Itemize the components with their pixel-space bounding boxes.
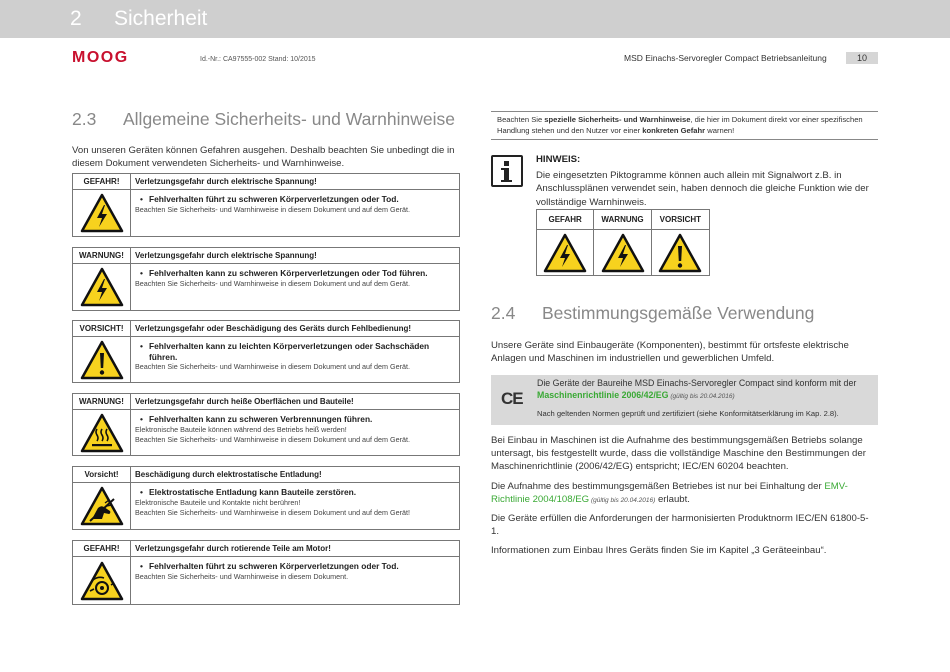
pictogram-label: VORSICHT <box>652 210 709 230</box>
esd-warning-icon <box>73 483 131 529</box>
info-icon <box>491 155 523 187</box>
signal-word: VORSICHT! <box>73 321 131 336</box>
section-number: 2.3 <box>72 109 97 129</box>
manual-title: MSD Einachs-Servoregler Compact Betriebsanleitung <box>624 53 827 63</box>
section-2-3-heading <box>72 109 472 131</box>
warning-note: Elektronische Bauteile und Kontakte nicht berühren! <box>135 497 301 507</box>
chapter-title: Sicherheit <box>114 7 208 30</box>
warning-consequence: • Fehlverhalten kann zu leichten Körperverletzungen oder Sachschäden führen. <box>135 341 455 362</box>
paragraph-text: Die Aufnahme des bestimmungsgemäßen Betriebes ist nur bei Einhaltung der <box>491 481 825 492</box>
warning-note: Beachten Sie Sicherheits- und Warnhinweise in diesem Dokument und auf dem Gerät. <box>135 204 410 214</box>
chapter-number: 2 <box>70 7 82 30</box>
section-number: 2.4 <box>491 303 516 323</box>
warning-box-danger-electric <box>72 173 460 237</box>
warning-title: Verletzungsgefahr durch elektrische Spannung! <box>135 251 317 260</box>
warning-note: Beachten Sie Sicherheits- und Warnhinweise in diesem Dokument. <box>135 571 349 581</box>
signal-word: Vorsicht! <box>73 467 131 482</box>
hot-surface-icon <box>73 410 131 455</box>
pictogram-table <box>536 209 710 276</box>
pictogram-label: GEFAHR <box>537 210 593 230</box>
warning-box-rotating-parts <box>72 540 460 605</box>
signal-word: GEFAHR! <box>73 174 131 189</box>
pictogram-label: WARNUNG <box>594 210 650 230</box>
section-2-3-intro: Von unseren Geräten können Gefahren ausgehen. Deshalb beachten Sie unbedingt die in diesem Dokument verwendeten Sicherheits- und Warnhinweise. <box>72 145 455 170</box>
warning-box-hot-surface <box>72 393 460 456</box>
standard-paragraph: Die Geräte erfüllen die Anforderungen der harmonisierten Produktnorm IEC/EN 61800-5-1. <box>491 513 869 538</box>
moog-logo: MOOG <box>72 49 129 66</box>
warning-consequence: • Fehlverhalten kann zu schweren Verbrennungen führen. <box>135 414 455 425</box>
installation-paragraph: Bei Einbau in Maschinen ist die Aufnahme des bestimmungsgemäßen Betriebs solange untersagt, bis festgestellt wurde, dass die vollständige Maschine den Bestimmungen der Maschinenrichtlinie (2006/42/EG) entspricht; IEC/EN 60204 beachten. <box>491 435 866 473</box>
hinweis-text: Die eingesetzten Piktogramme können auch allein mit Signalwort z.B. in Anschlussplänen verwendet sein, haben dennoch die gleiche Funktion wie der vollständige Warnhinweis. <box>536 170 869 208</box>
general-warning-icon <box>652 230 709 275</box>
chapter-header-bar <box>0 0 950 38</box>
electric-hazard-icon <box>594 230 650 275</box>
ce-text: Die Geräte der Baureihe MSD Einachs-Servoregler Compact sind konform mit der <box>537 378 857 388</box>
warning-note: Beachten Sie Sicherheits- und Warnhinweise in diesem Dokument und auf dem Gerät. <box>135 434 410 444</box>
warning-title: Verletzungsgefahr durch rotierende Teile am Motor! <box>135 544 331 553</box>
ce-conformity-box <box>491 375 878 425</box>
special-warnings-infobox <box>491 111 878 140</box>
warning-title: Verletzungsgefahr durch elektrische Spannung! <box>135 177 317 186</box>
emc-directive-link[interactable]: EMV-Richtlinie 2004/108/EG <box>491 481 848 506</box>
ce-certification-text: Nach geltenden Normen geprüft und zertifiziert (siehe Konformitätserklärung im Kap. 2.8). <box>537 409 839 418</box>
document-id: Id.-Nr.: CA97555-002 Stand: 10/2015 <box>200 56 316 63</box>
section-2-4-intro: Unsere Geräte sind Einbaugeräte (Komponenten), bestimmt für ortsfeste elektrische Anlagen und Maschinen im industriellen und gewerblichen Umfeld. <box>491 340 849 365</box>
warning-consequence: • Fehlverhalten führt zu schweren Körperverletzungen oder Tod. <box>135 194 455 205</box>
section-title: Allgemeine Sicherheits- und Warnhinweise <box>123 109 456 129</box>
warning-consequence: • Fehlverhalten kann zu schweren Körperverletzungen oder Tod führen. <box>135 268 455 279</box>
warning-note: Beachten Sie Sicherheits- und Warnhinweise in diesem Dokument und auf dem Gerät! <box>135 507 410 517</box>
infobox-text: Beachten Sie <box>497 115 545 124</box>
machinery-directive-link[interactable]: Maschinenrichtlinie 2006/42/EG <box>537 390 669 400</box>
signal-word: WARNUNG! <box>73 394 131 409</box>
warning-note: Beachten Sie Sicherheits- und Warnhinweise in diesem Dokument und auf dem Gerät. <box>135 278 410 288</box>
signal-word: GEFAHR! <box>73 541 131 556</box>
ce-conformity-text <box>537 377 875 403</box>
warning-title: Verletzungsgefahr oder Beschädigung des Geräts durch Fehlbedienung! <box>135 324 412 333</box>
electric-hazard-icon <box>73 264 131 310</box>
emc-paragraph <box>491 480 876 507</box>
warning-title: Verletzungsgefahr durch heiße Oberflächen und Bauteile! <box>135 397 354 406</box>
ce-mark-icon: CE <box>501 389 523 408</box>
validity-note: (gültig bis 20.04.2016) <box>589 497 656 505</box>
section-2-4-heading <box>491 303 891 325</box>
hinweis-label: HINWEIS: <box>536 154 581 165</box>
general-warning-icon <box>73 337 131 382</box>
infobox-bold-text: konkreten Gefahr <box>642 126 706 135</box>
warning-note: Beachten Sie Sicherheits- und Warnhinweise in diesem Dokument und auf dem Gerät. <box>135 362 410 371</box>
installation-reference-paragraph: Informationen zum Einbau Ihres Geräts finden Sie im Kapitel „3 Geräteeinbau“. <box>491 545 827 556</box>
warning-box-warning-electric <box>72 247 460 311</box>
rotating-parts-icon <box>73 557 131 604</box>
infobox-text: warnen! <box>705 126 735 135</box>
warning-consequence: • Elektrostatische Entladung kann Bauteile zerstören. <box>135 487 455 498</box>
electric-hazard-icon <box>537 230 593 275</box>
signal-word: WARNUNG! <box>73 248 131 263</box>
warning-consequence: • Fehlverhalten führt zu schweren Körperverletzungen oder Tod. <box>135 561 455 572</box>
paragraph-text: erlaubt. <box>655 494 690 506</box>
validity-note: (gültig bis 20.04.2016) <box>668 393 735 400</box>
warning-title: Beschädigung durch elektrostatische Entladung! <box>135 470 322 479</box>
warning-box-caution-operation <box>72 320 460 383</box>
infobox-bold-text: spezielle Sicherheits- und Warnhinweise <box>544 115 691 124</box>
infobox-text: , die hier im Dokument direkt vor einer spezifischen Handlung stehen und den Nutzer vor einer <box>497 115 863 135</box>
section-title: Bestimmungsgemäße Verwendung <box>542 303 815 323</box>
warning-note: Elektronische Bauteile können während des Betriebs heiß werden! <box>135 424 347 434</box>
page-number: 10 <box>846 52 878 64</box>
warning-box-esd <box>72 466 460 530</box>
electric-hazard-icon <box>73 190 131 236</box>
